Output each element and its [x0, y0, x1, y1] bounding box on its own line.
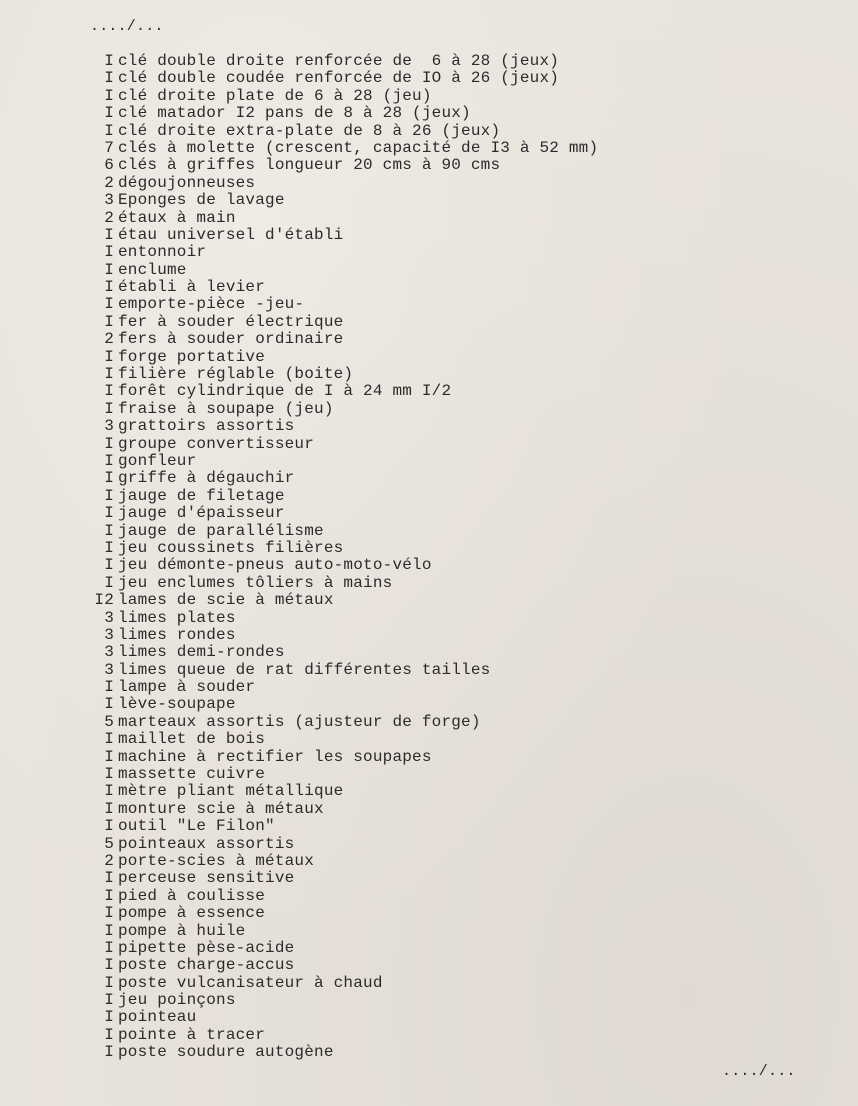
item-description: fer à souder électrique: [118, 312, 344, 331]
list-item: [86, 175, 598, 192]
item-description: clé droite plate de 6 à 28 (jeu): [118, 86, 432, 105]
item-quantity: 5: [104, 712, 114, 731]
item-quantity: I: [104, 538, 114, 557]
list-item: [86, 157, 598, 174]
list-item: [86, 888, 598, 905]
item-quantity: 5: [104, 834, 114, 853]
list-item: [86, 401, 598, 418]
item-quantity: 3: [104, 643, 114, 662]
item-description: lames de scie à métaux: [118, 591, 334, 610]
item-description: filière réglable (boite): [118, 365, 354, 384]
item-description: maillet de bois: [118, 730, 266, 749]
item-description: porte-scies à métaux: [118, 851, 315, 870]
list-item: [86, 870, 598, 887]
list-item: [86, 975, 598, 992]
item-quantity: I: [104, 347, 114, 366]
item-description: fraise à soupape (jeu): [118, 399, 334, 418]
item-quantity: I: [104, 678, 114, 697]
list-item: [86, 783, 598, 800]
item-quantity: I: [104, 556, 114, 575]
item-description: limes plates: [118, 608, 236, 627]
item-quantity: 7: [104, 138, 114, 157]
list-item: [86, 923, 598, 940]
list-item: [86, 383, 598, 400]
list-item: [86, 836, 598, 853]
item-quantity: I: [104, 86, 114, 105]
list-item: [86, 88, 598, 105]
item-description: fers à souder ordinaire: [118, 330, 344, 349]
list-item: [86, 296, 598, 313]
item-description: jauge d'épaisseur: [118, 504, 285, 523]
list-item: [86, 453, 598, 470]
item-quantity: I: [104, 225, 114, 244]
item-quantity: I: [104, 504, 114, 523]
item-description: gonfleur: [118, 451, 197, 470]
list-item: [86, 523, 598, 540]
item-description: pointe à tracer: [118, 1025, 266, 1044]
list-item: [86, 696, 598, 713]
list-item: [86, 418, 598, 435]
item-quantity: 3: [104, 625, 114, 644]
list-item: [86, 627, 598, 644]
item-quantity: I: [104, 799, 114, 818]
item-description: dégoujonneuses: [118, 173, 256, 192]
item-quantity: I: [104, 434, 114, 453]
item-quantity: 3: [104, 608, 114, 627]
list-item: [86, 262, 598, 279]
item-description: grattoirs assortis: [118, 417, 295, 436]
item-quantity: I: [104, 695, 114, 714]
item-quantity: 3: [104, 660, 114, 679]
item-quantity: I: [104, 486, 114, 505]
item-quantity: I: [104, 260, 114, 279]
item-description: limes queue de rat différentes tailles: [118, 660, 491, 679]
item-quantity: I: [104, 1008, 114, 1027]
item-description: groupe convertisseur: [118, 434, 315, 453]
list-item: [86, 818, 598, 835]
item-quantity: I: [104, 938, 114, 957]
item-description: pompe à huile: [118, 921, 246, 940]
list-item: [86, 992, 598, 1009]
item-quantity: I: [104, 973, 114, 992]
list-item: [86, 349, 598, 366]
list-item: [86, 679, 598, 696]
item-quantity: I: [104, 886, 114, 905]
item-description: jauge de parallélisme: [118, 521, 324, 540]
item-quantity: 2: [104, 173, 114, 192]
item-quantity: I: [104, 573, 114, 592]
list-item: [86, 644, 598, 661]
item-description: clés à griffes longueur 20 cms à 90 cms: [118, 156, 501, 175]
item-description: marteaux assortis (ajusteur de forge): [118, 712, 481, 731]
list-item: [86, 123, 598, 140]
item-quantity: I: [104, 991, 114, 1010]
item-quantity: 3: [104, 417, 114, 436]
item-description: poste soudure autogène: [118, 1043, 334, 1062]
item-quantity: I: [104, 904, 114, 923]
list-item: [86, 610, 598, 627]
item-description: limes rondes: [118, 625, 236, 644]
item-description: clé double droite renforcée de 6 à 28 (jeux): [118, 52, 560, 70]
list-item: [86, 331, 598, 348]
list-item: [86, 592, 598, 609]
item-quantity: I: [104, 1025, 114, 1044]
item-description: enclume: [118, 260, 187, 279]
item-description: Eponges de lavage: [118, 191, 285, 210]
list-item: [86, 905, 598, 922]
item-description: lampe à souder: [118, 678, 256, 697]
list-item: [86, 227, 598, 244]
item-description: jeu poinçons: [118, 991, 236, 1010]
list-item: [86, 1027, 598, 1044]
item-quantity: I: [104, 1043, 114, 1062]
item-description: clés à molette (crescent, capacité de I3 à 52 mm): [118, 138, 599, 157]
list-item: [86, 192, 598, 209]
list-item: [86, 940, 598, 957]
item-description: poste vulcanisateur à chaud: [118, 973, 383, 992]
item-quantity: I2: [94, 591, 114, 610]
page-continuation-marker-top: ..../...: [90, 18, 164, 35]
item-description: machine à rectifier les soupapes: [118, 747, 432, 766]
item-description: massette cuivre: [118, 765, 266, 784]
item-quantity: I: [104, 817, 114, 836]
item-quantity: 2: [104, 851, 114, 870]
item-description: mètre pliant métallique: [118, 782, 344, 801]
item-description: pompe à essence: [118, 904, 266, 923]
list-item: [86, 575, 598, 592]
item-description: clé double coudée renforcée de IO à 26 (jeux): [118, 69, 560, 88]
list-item: [86, 557, 598, 574]
item-quantity: I: [104, 765, 114, 784]
list-item: [86, 766, 598, 783]
item-quantity: I: [104, 921, 114, 940]
item-description: monture scie à métaux: [118, 799, 324, 818]
item-quantity: I: [104, 782, 114, 801]
list-item: [86, 366, 598, 383]
item-description: emporte-pièce -jeu-: [118, 295, 305, 314]
list-item: [86, 853, 598, 870]
item-description: poste charge-accus: [118, 956, 295, 975]
item-quantity: 6: [104, 156, 114, 175]
list-item: [86, 749, 598, 766]
item-description: entonnoir: [118, 243, 207, 262]
list-item: [86, 540, 598, 557]
list-item: [86, 140, 598, 157]
item-quantity: I: [104, 365, 114, 384]
item-quantity: I: [104, 121, 114, 140]
item-description: jeu coussinets filières: [118, 538, 344, 557]
item-quantity: I: [104, 278, 114, 297]
item-quantity: I: [104, 956, 114, 975]
item-quantity: I: [104, 104, 114, 123]
item-description: jauge de filetage: [118, 486, 285, 505]
item-description: limes demi-rondes: [118, 643, 285, 662]
item-description: lève-soupape: [118, 695, 236, 714]
list-item: [86, 1009, 598, 1026]
item-quantity: I: [104, 521, 114, 540]
item-quantity: I: [104, 451, 114, 470]
list-item: [86, 801, 598, 818]
item-quantity: I: [104, 295, 114, 314]
item-description: jeu enclumes tôliers à mains: [118, 573, 393, 592]
item-description: perceuse sensitive: [118, 869, 295, 888]
item-quantity: I: [104, 312, 114, 331]
item-description: pointeaux assortis: [118, 834, 295, 853]
item-quantity: 3: [104, 191, 114, 210]
item-quantity: I: [104, 243, 114, 262]
item-description: pointeau: [118, 1008, 197, 1027]
list-item: [86, 662, 598, 679]
list-item: [86, 731, 598, 748]
list-item: [86, 210, 598, 227]
item-description: forge portative: [118, 347, 266, 366]
item-quantity: I: [104, 747, 114, 766]
list-item: [86, 314, 598, 331]
item-description: étau universel d'établi: [118, 225, 344, 244]
list-item: [86, 244, 598, 261]
item-description: jeu démonte-pneus auto-moto-vélo: [118, 556, 432, 575]
item-quantity: I: [104, 52, 114, 70]
inventory-list: [86, 53, 598, 1062]
item-quantity: I: [104, 399, 114, 418]
item-quantity: I: [104, 469, 114, 488]
list-item: [86, 714, 598, 731]
item-description: outil "Le Filon": [118, 817, 275, 836]
item-quantity: 2: [104, 208, 114, 227]
item-quantity: I: [104, 69, 114, 88]
item-quantity: I: [104, 730, 114, 749]
item-description: établi à levier: [118, 278, 266, 297]
item-quantity: 2: [104, 330, 114, 349]
item-description: forêt cylindrique de I à 24 mm I/2: [118, 382, 452, 401]
item-description: pied à coulisse: [118, 886, 266, 905]
page-continuation-marker-bottom: ..../...: [722, 1063, 796, 1080]
list-item: [86, 505, 598, 522]
list-item: [86, 279, 598, 296]
list-item: [86, 957, 598, 974]
list-item: [86, 436, 598, 453]
list-item: [86, 70, 598, 87]
item-quantity: I: [104, 869, 114, 888]
list-item: [86, 488, 598, 505]
item-description: clé matador I2 pans de 8 à 28 (jeux): [118, 104, 471, 123]
item-description: étaux à main: [118, 208, 236, 227]
list-item: [86, 105, 598, 122]
list-item: [86, 1044, 598, 1061]
list-item: [86, 53, 598, 70]
item-description: griffe à dégauchir: [118, 469, 295, 488]
item-quantity: I: [104, 382, 114, 401]
list-item: [86, 470, 598, 487]
item-description: pipette pèse-acide: [118, 938, 295, 957]
item-description: clé droite extra-plate de 8 à 26 (jeux): [118, 121, 501, 140]
